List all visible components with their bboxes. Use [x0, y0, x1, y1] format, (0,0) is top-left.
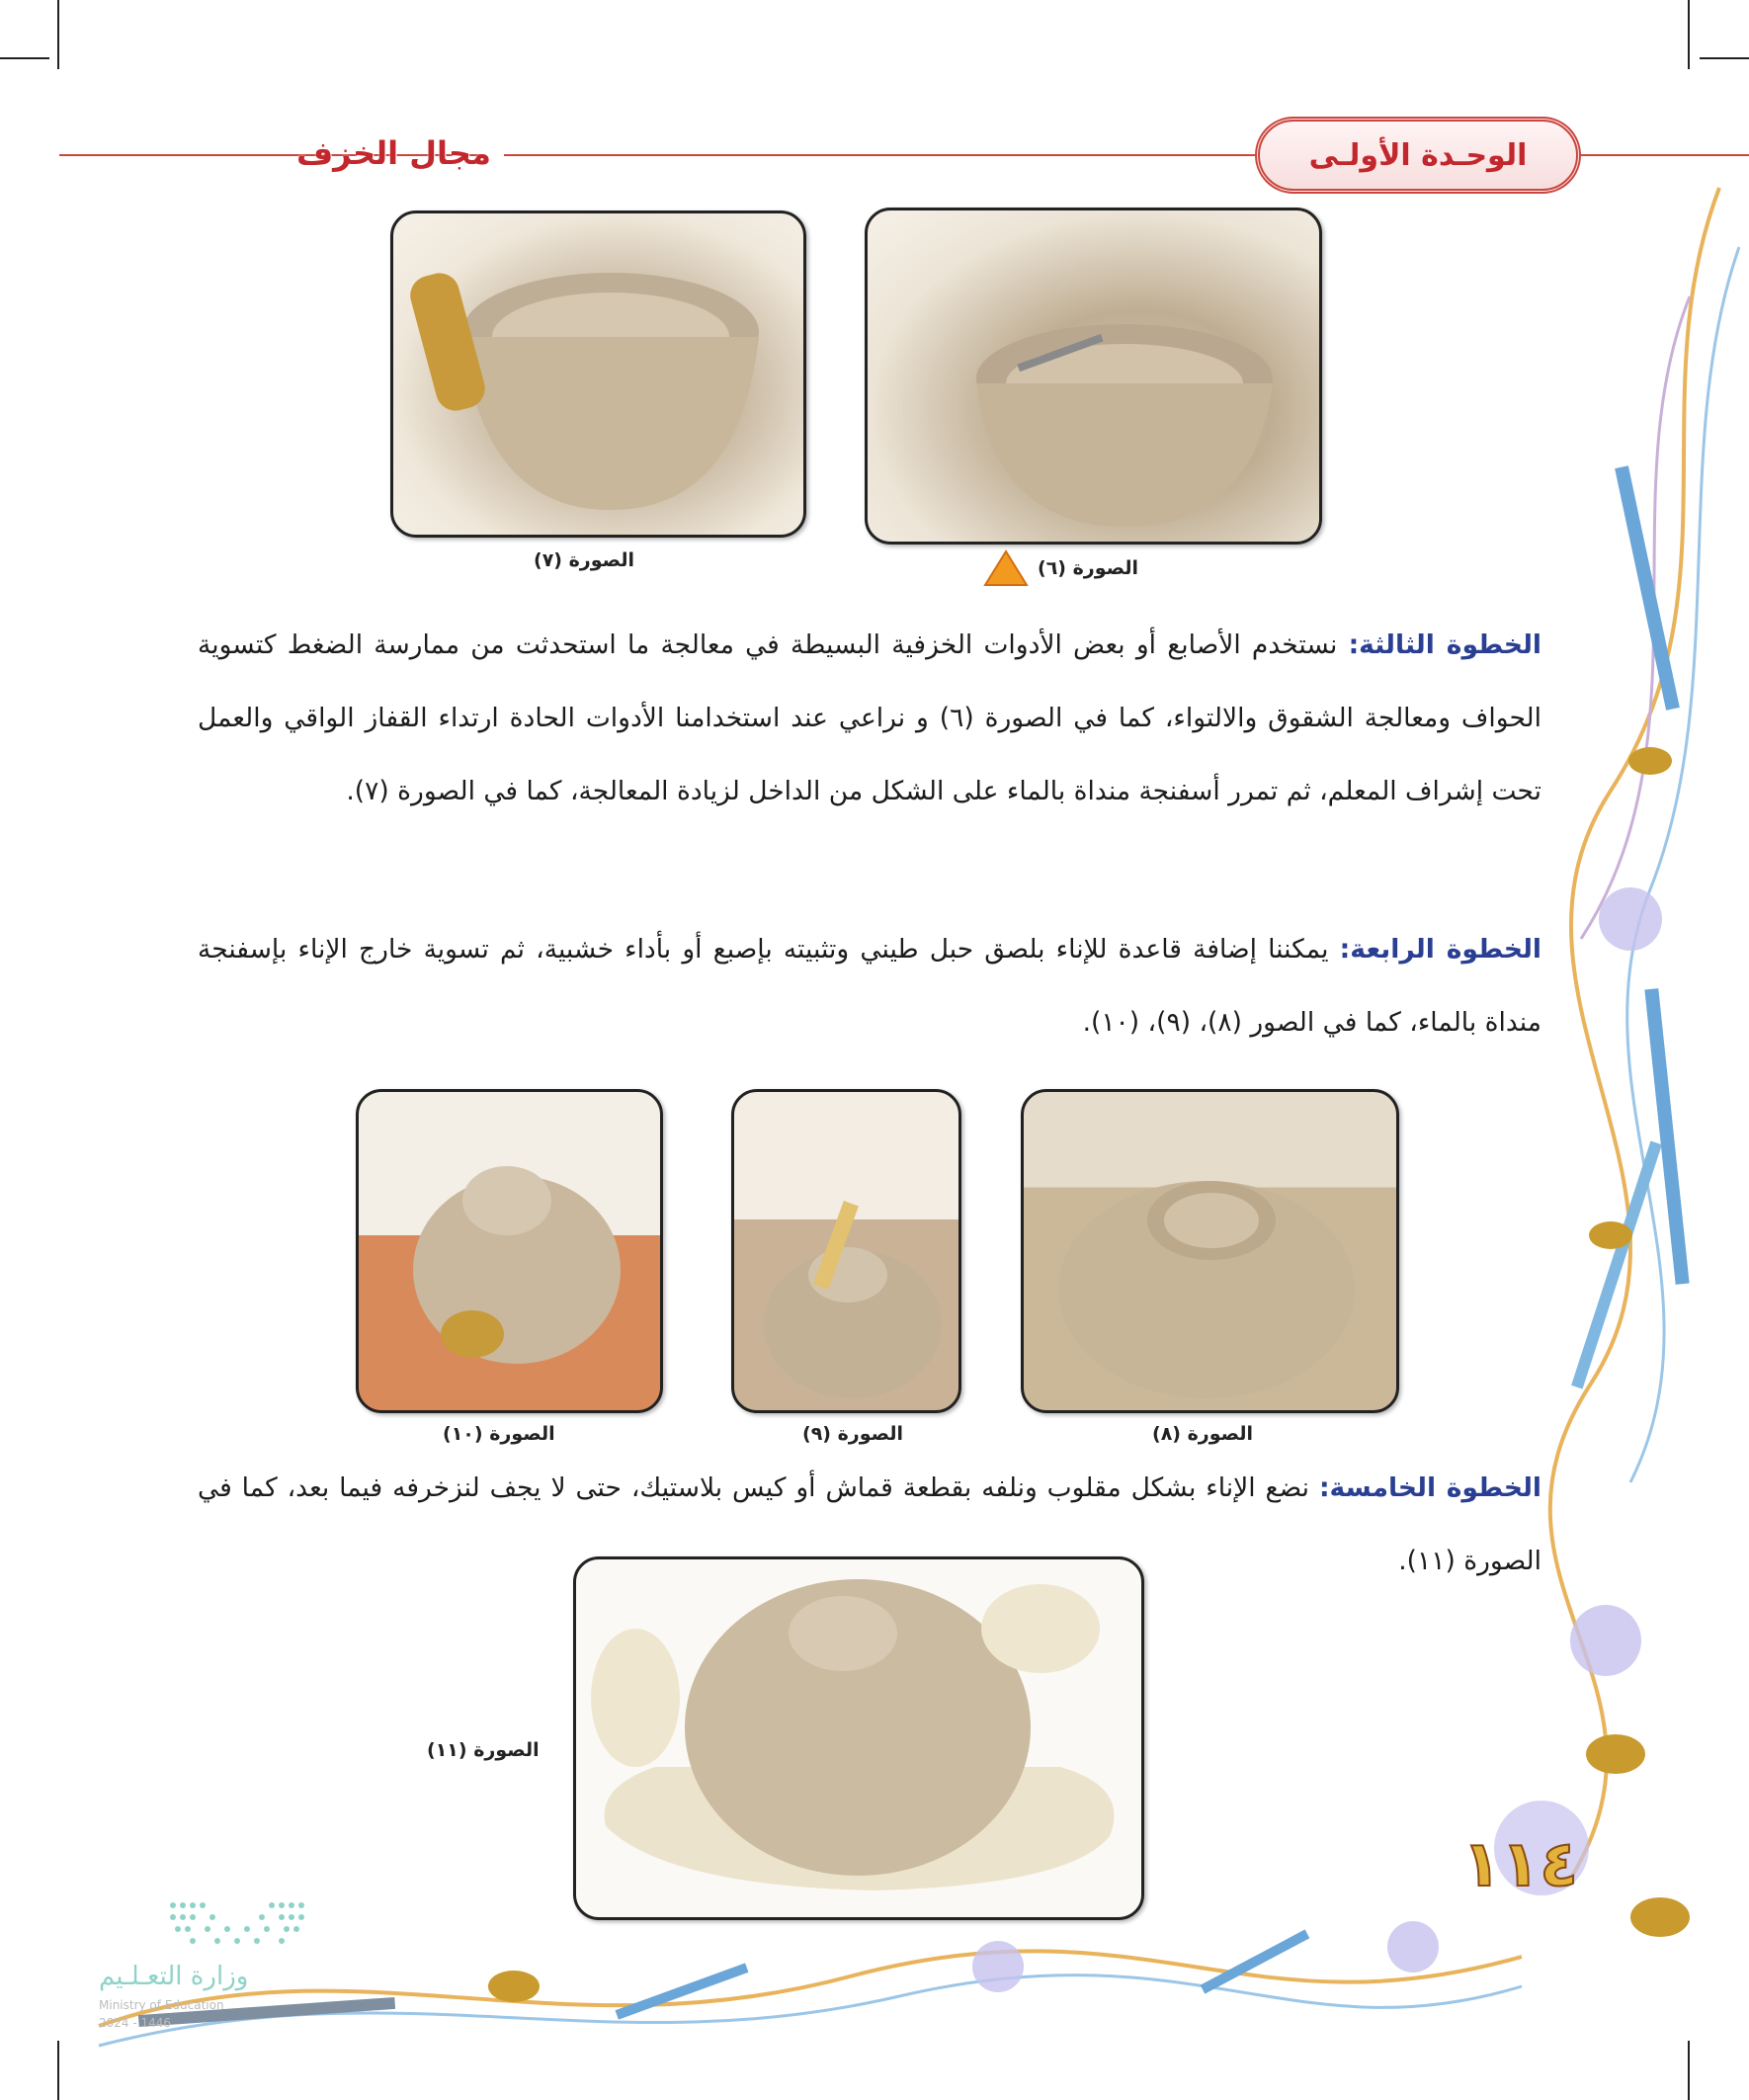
crop-mark	[0, 57, 49, 59]
step-5-label: الخطوة الخامسة:	[1318, 1472, 1541, 1503]
step-4-text: يمكننا إضافة قاعدة للإناء بلصق حبل طيني وتثبيته بإصبع أو بأداء خشبية، ثم تسوية خارج الإناء بإسفنجة منداة بالماء، كما في الصور (٨)، (٩)، (١٠).	[198, 934, 1541, 1038]
domain-title: مجال الخزف	[296, 134, 491, 172]
ministry-subtitle: Ministry of Education	[99, 1998, 224, 2012]
bowl-illustration	[868, 210, 1319, 542]
step-3-label: الخطوة الثالثة:	[1348, 630, 1541, 660]
photo-11-caption: الصورة (١١)	[427, 1739, 540, 1761]
header-rule-right	[1581, 154, 1749, 156]
ministry-name: وزارة التعـلـيم	[99, 1962, 249, 1991]
photo-10	[356, 1089, 663, 1413]
photo-6-caption: الصورة (٦)	[1038, 557, 1139, 579]
photo-10-caption: الصورة (١٠)	[443, 1423, 555, 1445]
step-4-paragraph	[198, 913, 1541, 1059]
ministry-year: 2024 - 1446	[99, 2016, 172, 2030]
photo-8-caption: الصورة (٨)	[1152, 1423, 1254, 1445]
photo-11	[573, 1556, 1144, 1920]
unit-label-frame	[1255, 117, 1581, 194]
step-3-paragraph	[198, 609, 1541, 828]
page-number: ١١٤	[1462, 1828, 1579, 1901]
photo-7	[390, 210, 806, 538]
wrapped-bowl-illustration	[576, 1559, 1141, 1917]
warning-triangle-icon	[983, 548, 1029, 588]
photo-6	[865, 208, 1322, 545]
step-4-label: الخطوة الرابعة:	[1339, 934, 1541, 965]
bowl-illustration	[359, 1092, 660, 1410]
step-5-text: نضع الإناء بشكل مقلوب ونلفه بقطعة قماش أو كيس بلاستيك، حتى لا يجف لنزخرفه فيما بعد، كما في الصورة (١١).	[198, 1472, 1541, 1576]
photo-9	[731, 1089, 961, 1413]
photo-8	[1021, 1089, 1399, 1413]
unit-label: الوحـدة الأولـى	[1308, 137, 1528, 173]
bowl-illustration	[1024, 1092, 1396, 1410]
photo-9-caption: الصورة (٩)	[802, 1423, 904, 1445]
ministry-logo-icon	[163, 1895, 321, 1955]
header-rule-middle	[504, 154, 1255, 156]
crop-mark	[57, 0, 59, 69]
photo-7-caption: الصورة (٧)	[534, 549, 635, 571]
bowl-illustration	[393, 213, 803, 535]
bowl-illustration	[734, 1092, 958, 1410]
step-3-text: نستخدم الأصابع أو بعض الأدوات الخزفية البسيطة في معالجة ما استحدثت من ممارسة الضغط كتسوية الحواف ومعالجة الشقوق والالتواء، كما في الصورة (٦) و نراعي عند استخدامنا الأدوات الحادة ارتداء القفاز الواقي والعمل تحت إشراف المعلم، ثم تمرر أسفنجة منداة بالماء على الشكل من الداخل لزيادة المعالجة، كما في الصورة (٧).	[198, 630, 1541, 806]
